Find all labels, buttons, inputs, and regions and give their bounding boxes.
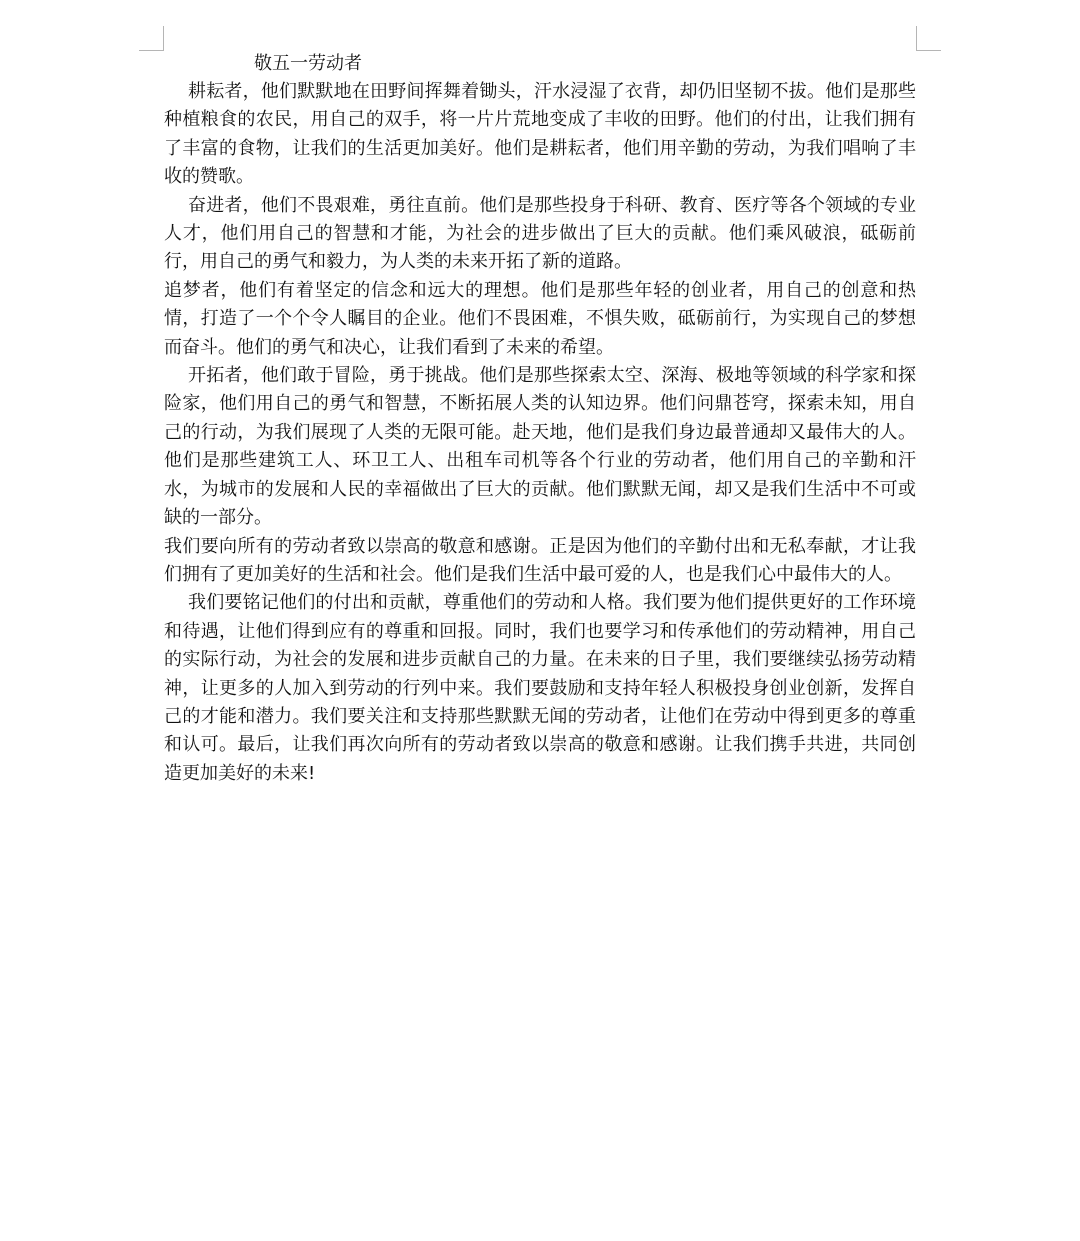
paragraph-5: 我们要向所有的劳动者致以崇高的敬意和感谢。正是因为他们的辛勤付出和无私奉献，才让我们拥有了更加美好的生活和社会。他们是我们生活中最可爱的人，也是我们心中最伟大的人。 [164,535,916,585]
margin-corner-mark-right [916,26,941,51]
paragraph-1: 耕耘者，他们默默地在田野间挥舞着锄头，汗水浸湿了衣背，却仍旧坚韧不拔。他们是那些种植粮食的农民，用自己的双手，将一片片荒地变成了丰收的田野。他们的付出，让我们拥有了丰富的食物，让我们的生活更加美好。他们是耕耘者，他们用辛勤的劳动，为我们唱响了丰收的赞歌。 [164,81,916,188]
paragraph-3: 追梦者，他们有着坚定的信念和远大的理想。他们是那些年轻的创业者，用自己的创意和热情，打造了一个个令人瞩目的企业。他们不畏困难，不惧失败，砥砺前行，为实现自己的梦想而奋斗。他们的勇气和决心，让我们看到了未来的希望。 [164,279,916,358]
margin-corner-mark-left [139,26,164,51]
paragraph-4: 开拓者，他们敢于冒险，勇于挑战。他们是那些探索太空、深海、极地等领域的科学家和探险家，他们用自己的勇气和智慧，不断拓展人类的认知边界。他们问鼎苍穹，探索未知，用自己的行动，为我们展现了人类的无限可能。赴天地，他们是我们身边最普通却又最伟大的人。他们是那些建筑工人、环卫工人、出租车司机等各个行业的劳动者，他们用自己的辛勤和汗水，为城市的发展和人民的幸福做出了巨大的贡献。他们默默无闻，却又是我们生活中不可或缺的一部分。 [164,365,916,529]
paragraph-2: 奋进者，他们不畏艰难，勇往直前。他们是那些投身于科研、教育、医疗等各个领域的专业人才，他们用自己的智慧和才能，为社会的进步做出了巨大的贡献。他们乘风破浪，砥砺前行，用自己的勇气和毅力，为人类的未来开拓了新的道路。 [164,194,916,273]
document-body[interactable] [164,50,916,788]
document-title: 敬五一劳动者 [254,53,362,74]
paragraph-6: 我们要铭记他们的付出和贡献，尊重他们的劳动和人格。我们要为他们提供更好的工作环境和待遇，让他们得到应有的尊重和回报。同时，我们也要学习和传承他们的劳动精神，用自己的实际行动，为社会的发展和进步贡献自己的力量。在未来的日子里，我们要继续弘扬劳动精神，让更多的人加入到劳动的行列中来。我们要鼓励和支持年轻人积极投身创业创新，发挥自己的才能和潜力。我们要关注和支持那些默默无闻的劳动者，让他们在劳动中得到更多的尊重和认可。最后，让我们再次向所有的劳动者致以崇高的敬意和感谢。让我们携手共进，共同创造更加美好的未来! [164,592,916,784]
